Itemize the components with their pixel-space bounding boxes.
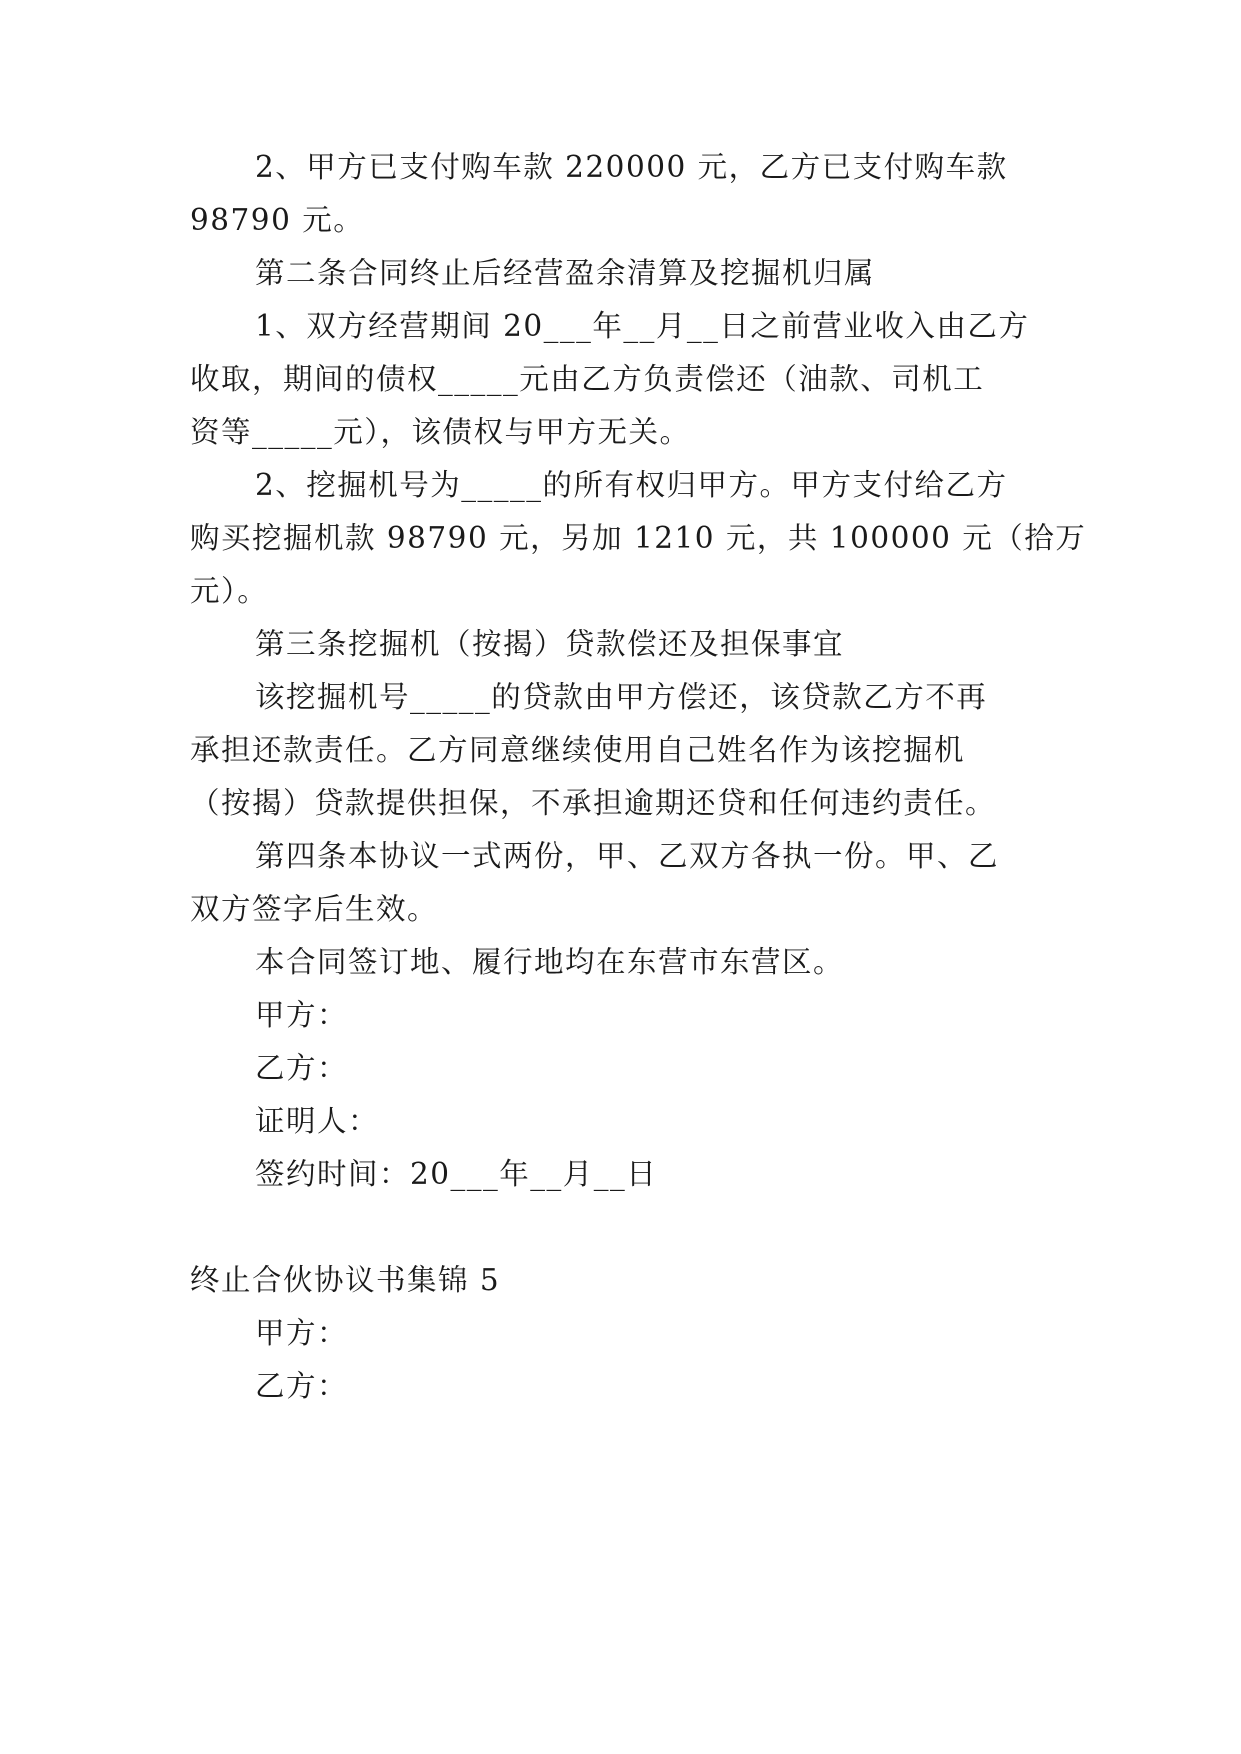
article-2-item-2-line-3: 元）。: [190, 574, 269, 608]
section-title: 终止合伙协议书集锦 5: [190, 1263, 501, 1297]
signing-date: 签约时间：20___年__月__日: [255, 1157, 658, 1191]
article-4-line-2: 双方签字后生效。: [190, 892, 439, 926]
article-3-heading: 第三条挖掘机（按揭）贷款偿还及担保事宜: [255, 627, 845, 661]
article-2-item-1-line-1: 1、双方经营期间 20___年__月__日之前营业收入由乙方: [255, 309, 1030, 343]
clause-2-payment-line-1: 2、甲方已支付购车款 220000 元，乙方已支付购车款: [255, 150, 1008, 184]
article-2-item-2-line-2: 购买挖掘机款 98790 元，另加 1210 元，共 100000 元（拾万: [190, 521, 1087, 555]
party-a-signature: 甲方：: [255, 998, 349, 1032]
contract-location: 本合同签订地、履行地均在东营市东营区。: [255, 945, 845, 979]
witness-signature: 证明人：: [255, 1104, 380, 1138]
article-3-body-line-2: 承担还款责任。乙方同意继续使用自己姓名作为该挖掘机: [190, 733, 966, 767]
article-4-line-1: 第四条本协议一式两份，甲、乙双方各执一份。甲、乙: [255, 839, 1000, 873]
section-party-b: 乙方：: [255, 1369, 349, 1403]
section-party-a: 甲方：: [255, 1316, 349, 1350]
article-2-heading: 第二条合同终止后经营盈余清算及挖掘机归属: [255, 256, 876, 290]
article-3-body-line-1: 该挖掘机号_____的贷款由甲方偿还，该贷款乙方不再: [255, 680, 988, 714]
article-2-item-1-line-2: 收取，期间的债权_____元由乙方负责偿还（油款、司机工: [190, 362, 985, 396]
article-3-body-line-3: （按揭）贷款提供担保，不承担逾期还贷和任何违约责任。: [190, 786, 997, 820]
party-b-signature: 乙方：: [255, 1051, 349, 1085]
clause-2-payment-line-2: 98790 元。: [190, 203, 365, 237]
article-2-item-2-line-1: 2、挖掘机号为_____的所有权归甲方。甲方支付给乙方: [255, 468, 1008, 502]
article-2-item-1-line-3: 资等_____元），该债权与甲方无关。: [190, 415, 691, 449]
